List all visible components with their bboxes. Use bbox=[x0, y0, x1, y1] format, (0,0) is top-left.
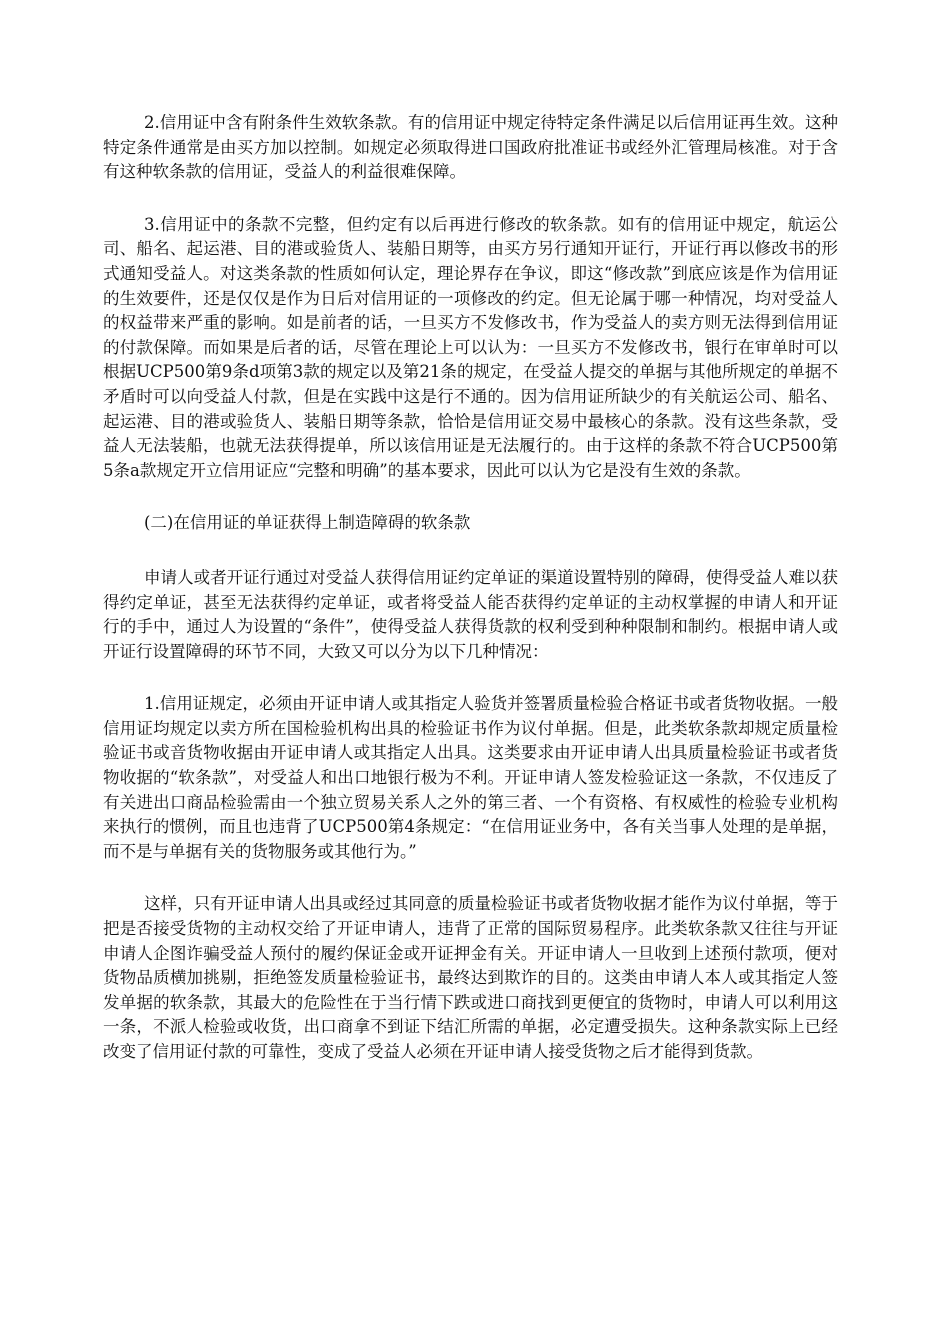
paragraph-consequences: 这样，只有开证申请人出具或经过其同意的质量检验证书或者货物收据才能作为议付单据，等于把是否接受货物的主动权交给了开证申请人，违背了正常的国际贸易程序。此类软条款又往往与开证申请人企图诈骗受益人预付的履约保证金或开证押金有关。开证申请人一旦收到上述预付款项，便对货物品质横加挑剔，拒绝签发质量检验证书，最终达到欺诈的目的。这类由申请人本人或其指定人签发单据的软条款，其最大的危险性在于当行情下跌或进口商找到更便宜的货物时，申请人可以利用这一条，不派人检验或收货，出口商拿不到证下结汇所需的单据，必定遭受损失。这种条款实际上已经改变了信用证付款的可靠性，变成了受益人必须在开证申请人接受货物之后才能得到货款。 bbox=[103, 894, 838, 1061]
paragraph-conditional-clause: 2.信用证中含有附条件生效软条款。有的信用证中规定待特定条件满足以后信用证再生效。这种特定条件通常是由买方加以控制。如规定必须取得进口国政府批准证书或经外汇管理局核准。对于含有这种软条款的信用证，受益人的利益很难保障。 bbox=[103, 113, 838, 182]
document-body bbox=[103, 111, 838, 1093]
paragraph-inspection-certificate: 1.信用证规定，必须由开证申请人或其指定人验货并签署质量检验合格证书或者货物收据。一般信用证均规定以卖方所在国检验机构出具的检验证书作为议付单据。但是，此类软条款却规定质量检验证书或音货物收据由开证申请人或其指定人出具。这类要求由开证申请人出具质量检验证书或者货物收据的“软条款”，对受益人和出口地银行极为不利。开证申请人签发检验证这一条款，不仅违反了有关进出口商品检验需由一个独立贸易关系人之外的第三者、一个有资格、有权威性的检验专业机构来执行的惯例，而且也违背了UCP500第4条规定：“在信用证业务中，各有关当事人处理的是单据，而不是与单据有关的货物服务或其他行为。” bbox=[103, 694, 838, 861]
paragraph-obstacles-intro: 申请人或者开证行通过对受益人获得信用证约定单证的渠道设置特别的障碍，使得受益人难以获得约定单证，甚至无法获得约定单证，或者将受益人能否获得约定单证的主动权掌握的申请人和开证行的手中，通过人为设置的“条件”，使得受益人获得货款的权利受到种种限制和制约。根据申请人或开证行设置障碍的环节不同，大致又可以分为以下几种情况： bbox=[103, 567, 838, 661]
section-heading-document-obstacles: (二)在信用证的单证获得上制造障碍的软条款 bbox=[144, 513, 471, 533]
paragraph-incomplete-clause: 3.信用证中的条款不完整，但约定有以后再进行修改的软条款。如有的信用证中规定，航运公司、船名、起运港、目的港或验货人、装船日期等，由买方另行通知开证行，开证行再以修改书的形式通知受益人。对这类条款的性质如何认定，理论界存在争议，即这“修改款”到底应该是作为信用证的生效要件，还是仅仅是作为日后对信用证的一项修改的约定。但无论属于哪一种情况，均对受益人的权益带来严重的影响。如是前者的话，一旦买方不发修改书，作为受益人的卖方则无法得到信用证的付款保障。而如果是后者的话，尽管在理论上可以认为：一旦买方不发修改书，银行在审单时可以根据UCP500第9条d项第3款的规定以及第21条的规定，在受益人提交的单据与其他所规定的单据不矛盾时可以向受益人付款，但是在实践中这是行不通的。因为信用证所缺少的有关航运公司、船名、起运港、目的港或验货人、装船日期等条款，恰恰是信用证交易中最核心的条款。没有这些条款，受益人无法装船，也就无法获得提单，所以该信用证是无法履行的。由于这样的条款不符合UCP500第5条a款规定开立信用证应“完整和明确”的基本要求，因此可以认为它是没有生效的条款。 bbox=[103, 214, 838, 480]
